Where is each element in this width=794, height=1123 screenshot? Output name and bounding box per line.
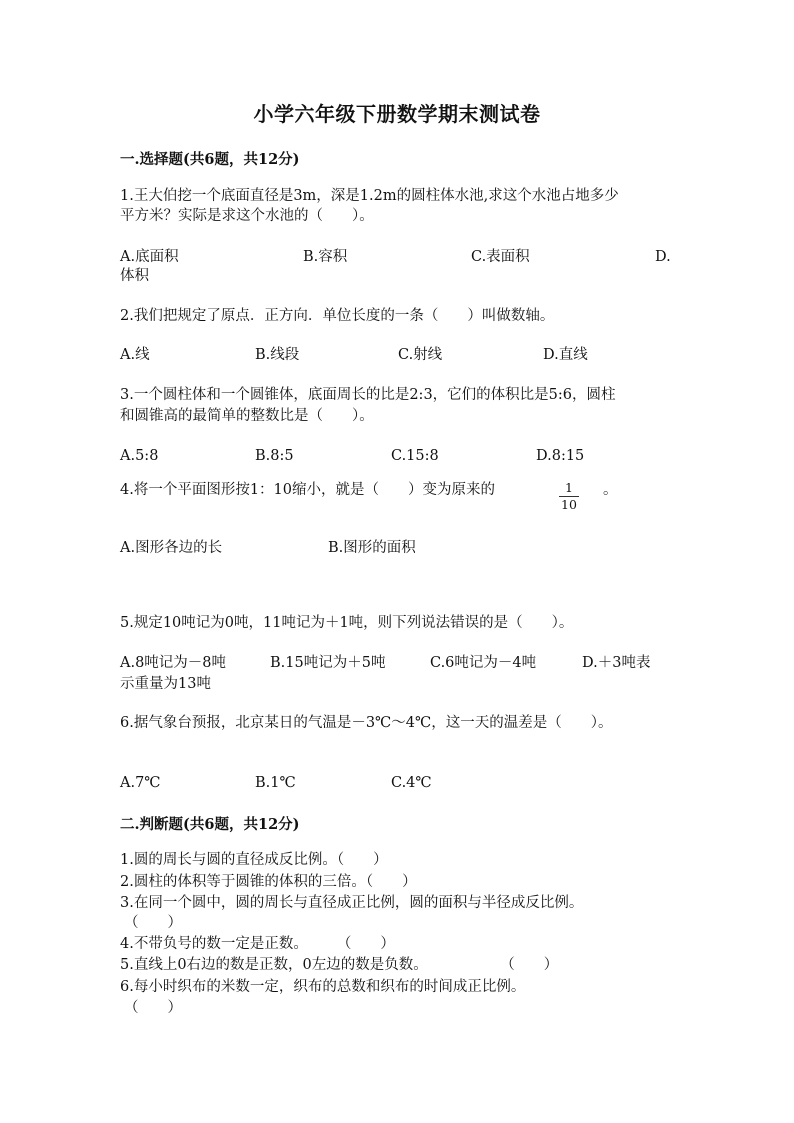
fraction-one-tenth <box>557 481 581 512</box>
q2-option-b: B.线段 <box>255 347 300 363</box>
page-title: 小学六年级下册数学期末测试卷 <box>253 102 541 126</box>
judge-item-1: 1.圆的周长与圆的直径成反比例。（ ） <box>120 852 388 868</box>
section-heading-choice: 一.选择题(共6题，共12分) <box>120 151 300 168</box>
judge-item-6-blank: （ ） <box>124 1000 182 1016</box>
q2-option-d: D.直线 <box>543 347 588 363</box>
q1-option-c: C.表面积 <box>471 249 530 265</box>
q1-option-a: A.底面积 <box>120 249 179 265</box>
q2-option-c: C.射线 <box>398 347 443 363</box>
judge-item-5: 5.直线上0右边的数是正数，0左边的数是负数。 （ ） <box>120 957 559 973</box>
question-2-text: 2.我们把规定了原点．正方向．单位长度的一条（ ）叫做数轴。 <box>120 308 555 324</box>
judge-item-6: 6.每小时织布的米数一定，织布的总数和织布的时间成正比例。 <box>120 979 526 995</box>
q1-option-d: D. <box>655 249 671 265</box>
section-heading-judge: 二.判断题(共6题，共12分) <box>120 816 300 833</box>
q3-option-b: B.8:5 <box>255 448 294 464</box>
question-4-text: 4.将一个平面图形按1：10缩小，就是（ ）变为原来的 <box>120 482 496 498</box>
q1-option-d-wrap: 体积 <box>120 268 149 284</box>
question-1-text-cont: 平方米？实际是求这个水池的（ ）。 <box>120 208 374 224</box>
judge-item-3-blank: （ ） <box>124 915 182 931</box>
q4-option-b: B.图形的面积 <box>328 540 416 556</box>
question-5-text: 5.规定10吨记为0吨，11吨记为＋1吨，则下列说法错误的是（ ）。 <box>120 615 574 631</box>
q3-option-d: D.8:15 <box>536 448 585 464</box>
question-1-text: 1.王大伯挖一个底面直径是3m，深是1.2m的圆柱体水池,求这个水池占地多少 <box>120 188 619 204</box>
q6-option-c: C.4℃ <box>391 775 432 791</box>
judge-item-2: 2.圆柱的体积等于圆锥的体积的三倍。（ ） <box>120 874 417 890</box>
fraction-denominator: 10 <box>561 497 577 512</box>
question-3-text-cont: 和圆锥高的最简单的整数比是（ ）。 <box>120 408 374 424</box>
q3-option-a: A.5:8 <box>120 448 159 464</box>
q5-option-a: A.8吨记为－8吨 <box>120 655 227 671</box>
q6-option-a: A.7℃ <box>120 775 161 791</box>
fraction-numerator: 1 <box>565 480 573 495</box>
q3-option-c: C.15:8 <box>391 448 439 464</box>
question-6-text: 6.据气象台预报，北京某日的气温是－3℃～4℃，这一天的温差是（ ）。 <box>120 715 613 731</box>
q4-option-a: A.图形各边的长 <box>120 540 223 556</box>
judge-item-3: 3.在同一个圆中，圆的周长与直径成正比例，圆的面积与半径成反比例。 <box>120 895 584 911</box>
q2-option-a: A.线 <box>120 347 150 363</box>
q5-option-c: C.6吨记为－4吨 <box>430 655 537 671</box>
q5-option-b: B.15吨记为＋5吨 <box>270 655 386 671</box>
question-3-text: 3.一个圆柱体和一个圆锥体，底面周长的比是2:3，它们的体积比是5:6，圆柱 <box>120 387 616 403</box>
q6-option-b: B.1℃ <box>255 775 296 791</box>
q5-option-d: D.＋3吨表 <box>582 655 651 671</box>
q5-option-d-wrap: 示重量为13吨 <box>120 676 211 692</box>
question-4-text-end: 。 <box>603 482 618 498</box>
judge-item-4: 4.不带负号的数一定是正数。 （ ） <box>120 936 395 952</box>
q1-option-b: B.容积 <box>303 249 348 265</box>
